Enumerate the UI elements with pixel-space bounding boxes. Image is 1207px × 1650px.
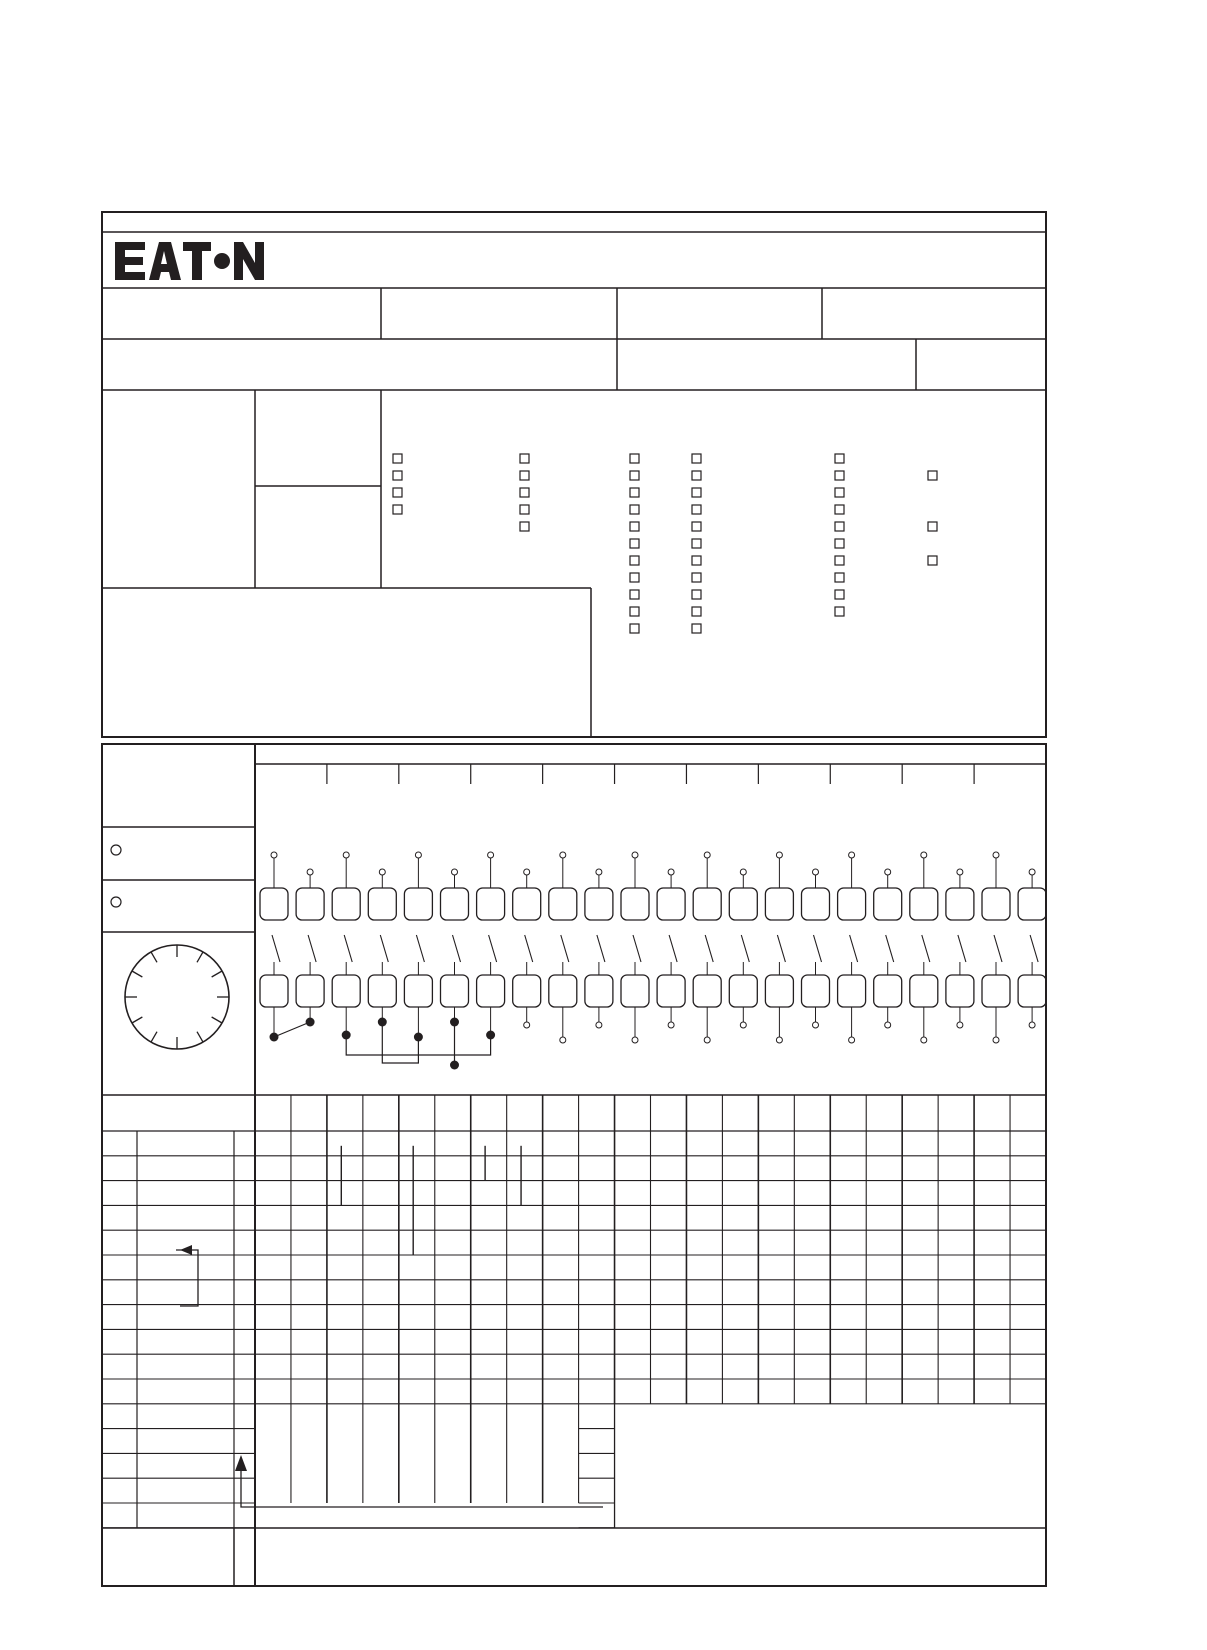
- header-form: [102, 212, 1046, 737]
- checkbox-icon[interactable]: [692, 573, 701, 582]
- contact-terminal: [441, 869, 469, 1007]
- dial-tick: [197, 952, 203, 962]
- checkbox-icon[interactable]: [692, 522, 701, 531]
- checkbox-icon[interactable]: [630, 522, 639, 531]
- checkbox-icon[interactable]: [692, 539, 701, 548]
- contact-terminal: [332, 852, 360, 1007]
- contact-terminal: [260, 852, 288, 1007]
- contact-terminal: [621, 852, 649, 1043]
- checkbox-icon[interactable]: [520, 454, 529, 463]
- eaton-logo: [0, 0, 264, 280]
- checkbox-icon[interactable]: [630, 488, 639, 497]
- checkbox-icon[interactable]: [835, 573, 844, 582]
- lower-outer-frame: [102, 744, 1046, 1586]
- contact-terminal: [765, 852, 793, 1043]
- header-outer-frame: [102, 212, 1046, 737]
- contact-sequence-form: [102, 744, 1046, 1586]
- dial-tick: [197, 1032, 203, 1042]
- checkbox-icon[interactable]: [630, 471, 639, 480]
- contact-terminal: [874, 869, 902, 1028]
- contact-terminal: [910, 852, 938, 1043]
- checkbox-icon[interactable]: [692, 590, 701, 599]
- dial-tick: [132, 1017, 142, 1023]
- checkbox-icon[interactable]: [393, 488, 402, 497]
- checkbox-icon[interactable]: [835, 607, 844, 616]
- contact-terminal: [513, 869, 541, 1028]
- dial-tick: [212, 1017, 222, 1023]
- checkbox-icon[interactable]: [393, 471, 402, 480]
- header-dividers: [327, 764, 974, 784]
- options-checkboxes[interactable]: [393, 454, 937, 633]
- checkbox-icon[interactable]: [692, 505, 701, 514]
- selector-dial-icon: [125, 945, 229, 1049]
- contact-terminal: [729, 869, 757, 1028]
- checkbox-icon[interactable]: [520, 522, 529, 531]
- checkbox-icon[interactable]: [393, 454, 402, 463]
- sequence-table: [102, 1095, 1046, 1528]
- checkbox-icon[interactable]: [692, 556, 701, 565]
- checkbox-icon[interactable]: [835, 488, 844, 497]
- checkbox-icon[interactable]: [692, 471, 701, 480]
- checkbox-icon[interactable]: [835, 454, 844, 463]
- checkbox-icon[interactable]: [630, 505, 639, 514]
- contact-terminal: [549, 852, 577, 1043]
- checkbox-icon[interactable]: [630, 539, 639, 548]
- radio-option-2-circle-icon[interactable]: [111, 897, 121, 907]
- contact-terminal: [946, 869, 974, 1028]
- checkbox-icon[interactable]: [630, 454, 639, 463]
- contact-diagram: [260, 764, 1046, 1070]
- dial-face: [125, 945, 229, 1049]
- checkbox-icon[interactable]: [692, 624, 701, 633]
- logo-text: EATON: [0, 0, 4, 1]
- checkbox-icon[interactable]: [835, 522, 844, 531]
- checkbox-icon[interactable]: [928, 522, 937, 531]
- checkbox-icon[interactable]: [520, 505, 529, 514]
- checkbox-icon[interactable]: [520, 488, 529, 497]
- contact-terminal: [838, 852, 866, 1043]
- checkbox-icon[interactable]: [928, 556, 937, 565]
- checkbox-icon[interactable]: [630, 607, 639, 616]
- dial-tick: [212, 971, 222, 977]
- checkbox-icon[interactable]: [928, 471, 937, 480]
- checkbox-icon[interactable]: [630, 573, 639, 582]
- checkbox-icon[interactable]: [835, 539, 844, 548]
- contact-terminal: [657, 869, 685, 1028]
- contact-terminal: [296, 869, 324, 1007]
- radio-option-1-circle-icon[interactable]: [111, 845, 121, 855]
- checkbox-icon[interactable]: [835, 471, 844, 480]
- checkbox-icon[interactable]: [630, 590, 639, 599]
- dial-tick: [151, 952, 157, 962]
- jumper-wiring: [270, 1007, 496, 1070]
- dial-tick: [132, 971, 142, 977]
- checkbox-icon[interactable]: [520, 471, 529, 480]
- contact-terminal: [404, 852, 432, 1007]
- contact-terminal: [982, 852, 1010, 1043]
- contact-terminal: [585, 869, 613, 1028]
- checkbox-icon[interactable]: [692, 488, 701, 497]
- checkbox-icon[interactable]: [630, 624, 639, 633]
- contact-terminal: [1018, 869, 1046, 1028]
- checkbox-icon[interactable]: [835, 556, 844, 565]
- contact-terminal: [368, 869, 396, 1007]
- mode-options: [111, 845, 121, 907]
- contact-terminal: [477, 852, 505, 1007]
- contact-terminal: [693, 852, 721, 1043]
- checkbox-icon[interactable]: [835, 505, 844, 514]
- checkbox-icon[interactable]: [692, 454, 701, 463]
- dial-tick: [151, 1032, 157, 1042]
- checkbox-icon[interactable]: [835, 590, 844, 599]
- arrow-icon: [176, 1245, 603, 1507]
- checkbox-icon[interactable]: [630, 556, 639, 565]
- checkbox-icon[interactable]: [393, 505, 402, 514]
- checkbox-icon[interactable]: [692, 607, 701, 616]
- contact-terminal: [802, 869, 830, 1028]
